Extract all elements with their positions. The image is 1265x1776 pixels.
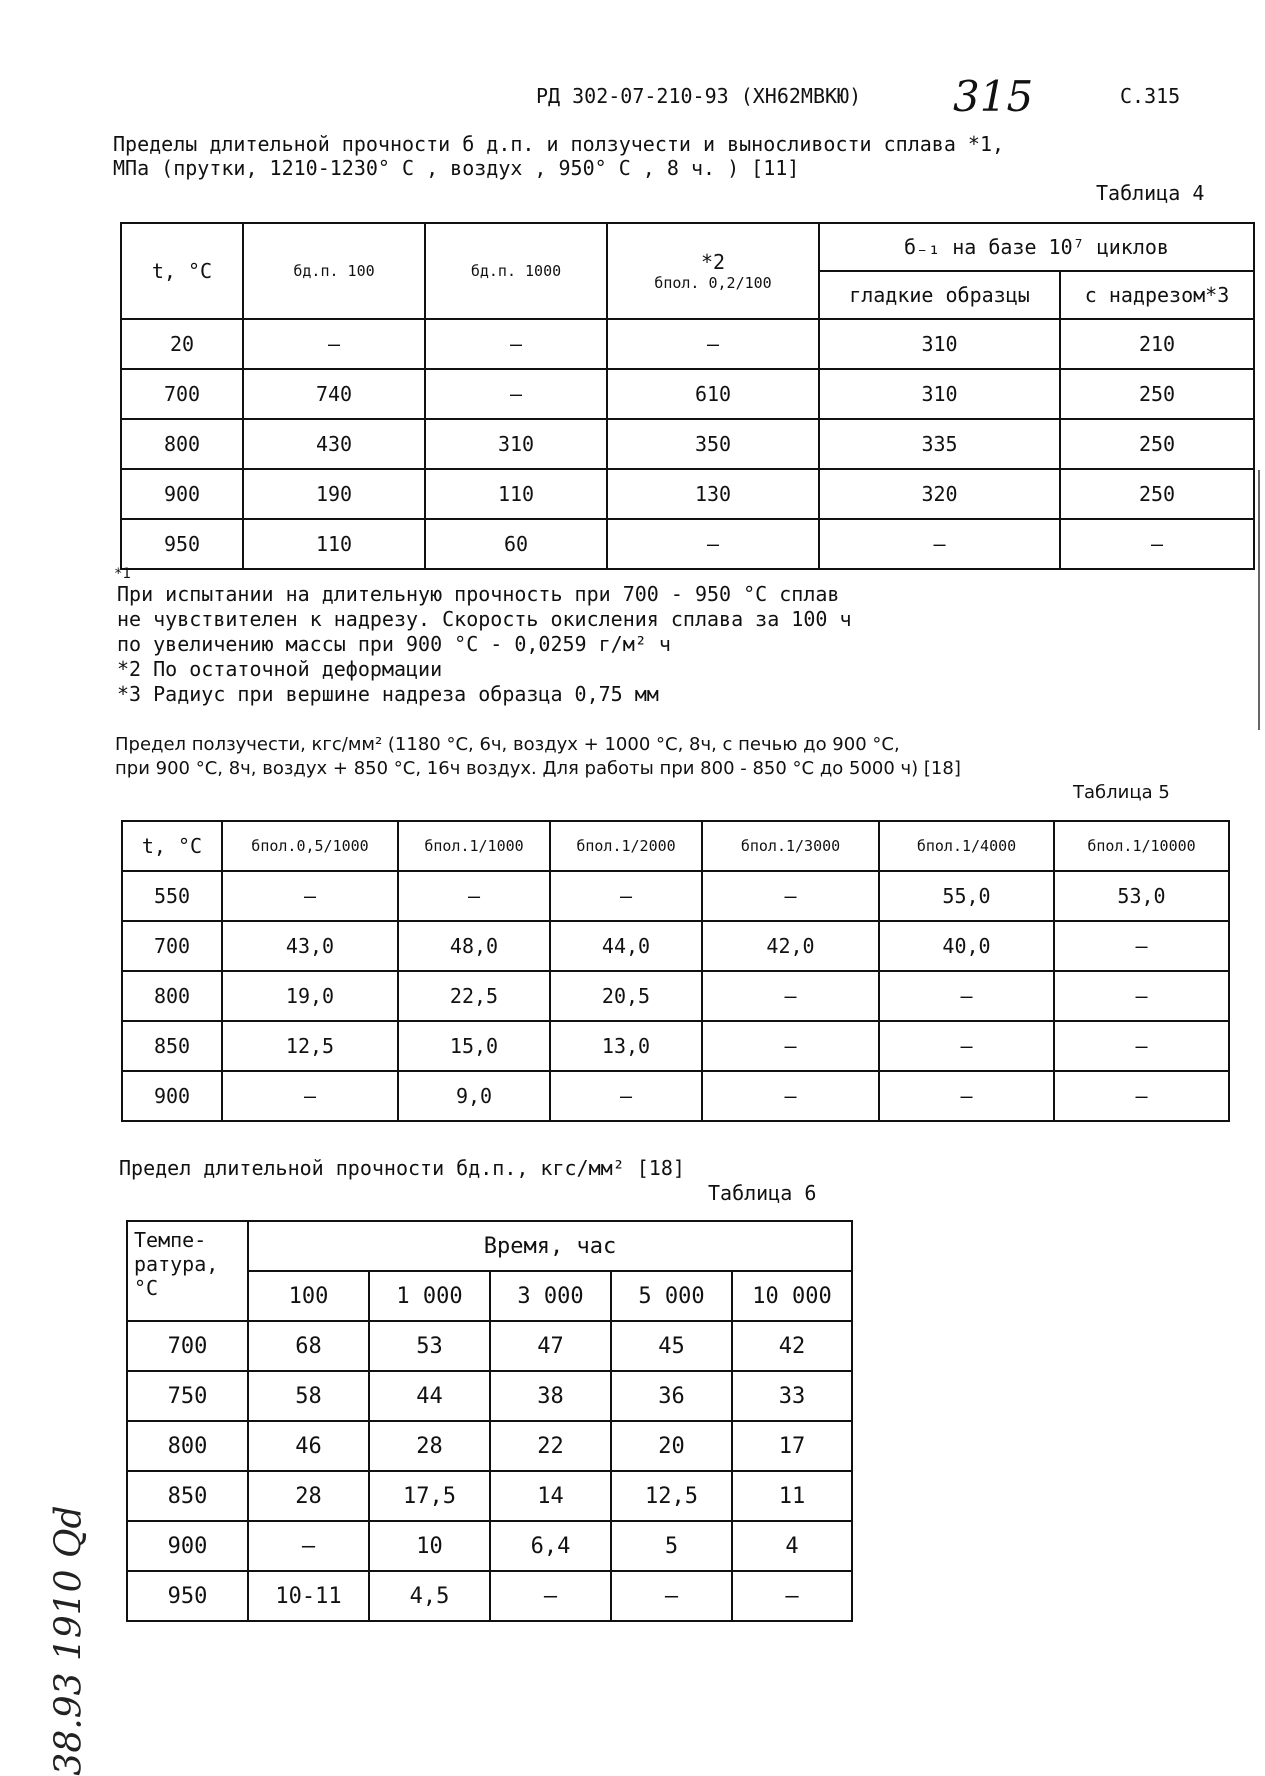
table-cell: 900	[121, 469, 243, 519]
table-cell: 12,5	[222, 1021, 398, 1071]
table-cell: –	[879, 971, 1054, 1021]
table-cell: 250	[1060, 419, 1254, 469]
table-cell: –	[702, 971, 879, 1021]
table-cell: –	[1054, 971, 1229, 1021]
table-cell: 47	[490, 1321, 611, 1371]
table5-header-cell: бпол.1/3000	[702, 821, 879, 871]
table-row	[122, 1071, 1229, 1121]
table-cell: 13,0	[550, 1021, 702, 1071]
table-cell: 310	[425, 419, 607, 469]
table-row	[121, 419, 1254, 469]
table-cell: 4	[732, 1521, 852, 1571]
table-row	[121, 519, 1254, 569]
table-row	[122, 921, 1229, 971]
table-cell: 53	[369, 1321, 490, 1371]
table-cell: –	[702, 1021, 879, 1071]
table6-label: Таблица 6	[708, 1181, 817, 1205]
table-cell: 10-11	[248, 1571, 369, 1621]
table-cell: 58	[248, 1371, 369, 1421]
table-cell: 700	[122, 921, 222, 971]
table-cell: 700	[127, 1321, 248, 1371]
table4-header-pol-mark: *2	[700, 250, 726, 274]
table-cell: 950	[127, 1571, 248, 1621]
table-cell: 55,0	[879, 871, 1054, 921]
table-cell: 430	[243, 419, 425, 469]
table-cell: –	[243, 319, 425, 369]
table-cell: 800	[121, 419, 243, 469]
table-cell: 11	[732, 1471, 852, 1521]
section3-title: Предел длительной прочности бд.п., кгс/мм² [18]	[119, 1156, 685, 1180]
table-cell: 46	[248, 1421, 369, 1471]
table-cell: 850	[127, 1471, 248, 1521]
table-cell: 48,0	[398, 921, 550, 971]
table-cell: 130	[607, 469, 819, 519]
note-line: *2 По остаточной деформации	[117, 657, 443, 681]
table-5	[121, 820, 1230, 1122]
table5-header-cell: бпол.1/4000	[879, 821, 1054, 871]
table4-header-t: t, °C	[121, 223, 243, 319]
table-cell: 350	[607, 419, 819, 469]
table6-header-time-value: 100	[248, 1271, 369, 1321]
table-cell: –	[607, 319, 819, 369]
table-cell: –	[1060, 519, 1254, 569]
table-cell: 6,4	[490, 1521, 611, 1571]
table4-header-dp1000: бд.п. 1000	[425, 223, 607, 319]
table-cell: 250	[1060, 469, 1254, 519]
section1-notes	[117, 582, 852, 707]
table-cell: 250	[1060, 369, 1254, 419]
table5-header-cell: бпол.1/1000	[398, 821, 550, 871]
table4-header-dp100: бд.п. 100	[243, 223, 425, 319]
table-cell: –	[248, 1521, 369, 1571]
table-cell: 17,5	[369, 1471, 490, 1521]
table-row	[127, 1421, 852, 1471]
table-cell: 20,5	[550, 971, 702, 1021]
table-6	[126, 1220, 853, 1622]
table-row	[121, 469, 1254, 519]
handwritten-page-number: 315	[953, 72, 1034, 121]
table-cell: 53,0	[1054, 871, 1229, 921]
table-cell: –	[222, 871, 398, 921]
table-cell: 190	[243, 469, 425, 519]
table-cell: –	[1054, 1021, 1229, 1071]
table-cell: –	[550, 871, 702, 921]
table6-header-temperature: Темпе-ратура, °С	[127, 1221, 248, 1321]
table-cell: 43,0	[222, 921, 398, 971]
footnote-mark: *1	[114, 566, 131, 582]
table-row	[127, 1571, 852, 1621]
table4-header-smooth: гладкие образцы	[819, 271, 1060, 319]
table-cell: –	[550, 1071, 702, 1121]
section1-title-line2: МПа (прутки, 1210-1230° С , воздух , 950° С , 8 ч. ) [11]	[113, 156, 800, 180]
table-cell: 210	[1060, 319, 1254, 369]
table-row	[122, 1021, 1229, 1071]
table-cell: 28	[369, 1421, 490, 1471]
table-cell: 22	[490, 1421, 611, 1471]
table-cell: 610	[607, 369, 819, 419]
scan-edge-line	[1258, 470, 1260, 730]
table-cell: 850	[122, 1021, 222, 1071]
table-row	[121, 369, 1254, 419]
table-cell: 9,0	[398, 1071, 550, 1121]
table-row	[127, 1521, 852, 1571]
table-cell: –	[702, 871, 879, 921]
table-cell: 550	[122, 871, 222, 921]
margin-handwriting: 38.93 1910 Qd	[48, 1505, 90, 1776]
table-cell: –	[732, 1571, 852, 1621]
table5-header-cell: бпол.0,5/1000	[222, 821, 398, 871]
table-cell: –	[819, 519, 1060, 569]
table-cell: –	[607, 519, 819, 569]
table-cell: 44,0	[550, 921, 702, 971]
table4-header-pol	[607, 223, 819, 319]
note-line: *3 Радиус при вершине надреза образца 0,75 мм	[117, 682, 659, 706]
table-cell: 800	[127, 1421, 248, 1471]
table5-header-cell: бпол.1/10000	[1054, 821, 1229, 871]
table-cell: 800	[122, 971, 222, 1021]
table4-header-pol-label: бпол. 0,2/100	[654, 274, 772, 292]
document-code: РД 302-07-210-93 (ХН62МВКЮ)	[536, 84, 862, 108]
table-cell: 28	[248, 1471, 369, 1521]
table-cell: –	[1054, 921, 1229, 971]
table-cell: 310	[819, 369, 1060, 419]
table-cell: –	[611, 1571, 732, 1621]
table-cell: –	[702, 1071, 879, 1121]
table-cell: 36	[611, 1371, 732, 1421]
table-cell: 44	[369, 1371, 490, 1421]
table-cell: 15,0	[398, 1021, 550, 1071]
table-cell: 5	[611, 1521, 732, 1571]
note-line: не чувствителен к надрезу. Скорость окисления сплава за 100 ч	[117, 607, 852, 631]
table-cell: 22,5	[398, 971, 550, 1021]
table-cell: –	[425, 369, 607, 419]
table6-header-time: Время, час	[248, 1221, 852, 1271]
section1-title-line1: Пределы длительной прочности б д.п. и ползучести и выносливости сплава *1,	[113, 132, 1005, 156]
table-cell: 40,0	[879, 921, 1054, 971]
table-cell: –	[425, 319, 607, 369]
table-4	[120, 222, 1255, 570]
note-line: по увеличению массы при 900 °С - 0,0259 г/м² ч	[117, 632, 671, 656]
table-cell: –	[398, 871, 550, 921]
table-cell: 110	[425, 469, 607, 519]
table-row	[121, 319, 1254, 369]
table6-header-time-value: 10 000	[732, 1271, 852, 1321]
table-row	[122, 971, 1229, 1021]
table4-label: Таблица 4	[1096, 181, 1205, 205]
table-cell: 310	[819, 319, 1060, 369]
table-cell: 60	[425, 519, 607, 569]
table-cell: –	[879, 1021, 1054, 1071]
table-cell: 4,5	[369, 1571, 490, 1621]
table-cell: –	[490, 1571, 611, 1621]
note-line: При испытании на длительную прочность при 700 - 950 °С сплав	[117, 582, 840, 606]
table-cell: 33	[732, 1371, 852, 1421]
table4-header-notched: с надрезом*3	[1060, 271, 1254, 319]
table6-header-time-value: 1 000	[369, 1271, 490, 1321]
table-cell: –	[222, 1071, 398, 1121]
table6-header-time-value: 5 000	[611, 1271, 732, 1321]
table-cell: 900	[127, 1521, 248, 1571]
table-cell: 17	[732, 1421, 852, 1471]
table-row	[127, 1371, 852, 1421]
table5-label: Таблица 5	[1073, 782, 1170, 803]
table5-header-cell: t, °C	[122, 821, 222, 871]
table-cell: –	[879, 1071, 1054, 1121]
table-cell: 740	[243, 369, 425, 419]
table-cell: 20	[611, 1421, 732, 1471]
table-cell: 950	[121, 519, 243, 569]
table-cell: 45	[611, 1321, 732, 1371]
page-number: С.315	[1120, 84, 1181, 108]
table-cell: 335	[819, 419, 1060, 469]
table-cell: 750	[127, 1371, 248, 1421]
section2-title-line1: Предел ползучести, кгс/мм² (1180 °С, 6ч, воздух + 1000 °С, 8ч, с печью до 900 °С,	[115, 734, 900, 755]
table5-header-cell: бпол.1/2000	[550, 821, 702, 871]
table-cell: –	[1054, 1071, 1229, 1121]
table-cell: 900	[122, 1071, 222, 1121]
table-cell: 20	[121, 319, 243, 369]
table-cell: 68	[248, 1321, 369, 1371]
table-row	[122, 871, 1229, 921]
table-cell: 320	[819, 469, 1060, 519]
table-cell: 10	[369, 1521, 490, 1571]
table-cell: 19,0	[222, 971, 398, 1021]
table-row	[127, 1321, 852, 1371]
table-cell: 38	[490, 1371, 611, 1421]
section2-title-line2: при 900 °С, 8ч, воздух + 850 °С, 16ч воздух. Для работы при 800 - 850 °С до 5000 ч) [18]	[115, 758, 961, 779]
table-cell: 14	[490, 1471, 611, 1521]
table4-header-fatigue: б₋₁ на базе 10⁷ циклов	[819, 223, 1254, 271]
table-cell: 110	[243, 519, 425, 569]
table-cell: 42	[732, 1321, 852, 1371]
table-cell: 42,0	[702, 921, 879, 971]
table-cell: 700	[121, 369, 243, 419]
table6-header-time-value: 3 000	[490, 1271, 611, 1321]
table-cell: 12,5	[611, 1471, 732, 1521]
table-row	[127, 1471, 852, 1521]
